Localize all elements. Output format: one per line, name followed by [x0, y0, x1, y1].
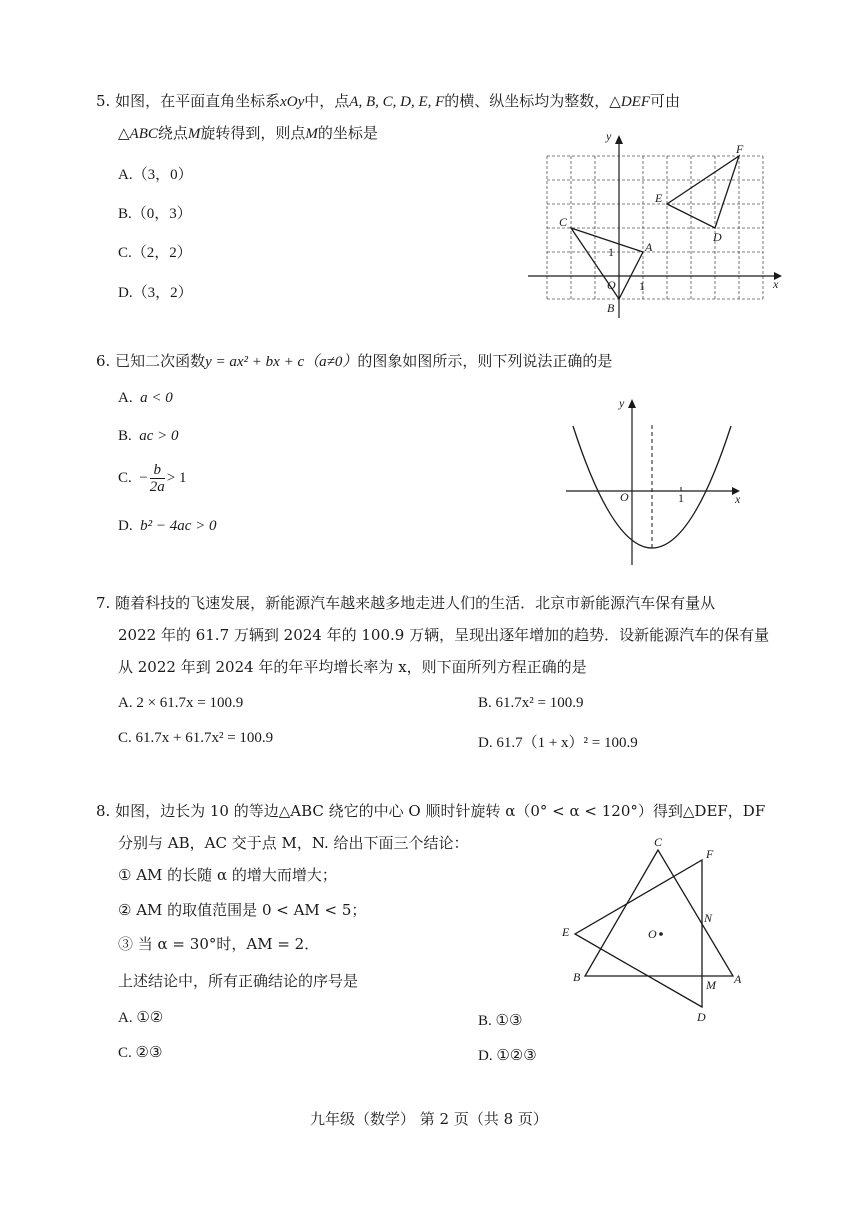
q6-fraction	[150, 462, 165, 495]
q5-coordinate-figure	[520, 128, 790, 328]
q5-text: 绕点	[157, 124, 188, 142]
q8-point-b: B	[573, 970, 581, 984]
q5-text: 的横、纵坐标均为整数，△	[444, 92, 621, 110]
q8-rotated-triangles-figure	[555, 832, 755, 1027]
q5-text: △	[118, 124, 130, 142]
q5-text: 的坐标是	[317, 124, 378, 142]
q6-text: 的图象如图所示，则下列说法正确的是	[357, 352, 613, 370]
q5-y-axis-label: y	[606, 129, 612, 143]
q7-text: 随着科技的飞速发展，新能源汽车越来越多地走进人们的生活．北京市新能源汽车保有量从	[115, 594, 716, 612]
q6-stem	[96, 350, 612, 373]
q5-m: M	[187, 126, 201, 142]
q5-text: 中，点	[304, 92, 350, 110]
q6-option-expr: > 1	[166, 470, 187, 486]
q7-stem-line2: 2022 年的 61.7 万辆到 2024 年的 100.9 万辆，呈现出逐年增加的趋势．设新能源汽车的保有量	[118, 626, 770, 644]
q8-point-m: M	[706, 978, 716, 992]
q5-m: M	[305, 126, 318, 142]
q8-center-dot	[659, 932, 663, 936]
q8-point-a: A	[734, 972, 742, 986]
q8-number: 8.	[96, 802, 111, 820]
q6-option-d[interactable]	[118, 518, 217, 535]
q6-option-letter: A.	[118, 390, 133, 406]
q8-conclusion-3: ③ 当 α = 30°时，AM = 2．	[118, 935, 320, 953]
q7-stem-line1	[96, 592, 715, 614]
q6-fraction-numerator: b	[150, 462, 165, 479]
q6-unit-label: 1	[678, 491, 684, 505]
q5-option-d[interactable]: D.（3，2）	[118, 285, 193, 301]
q7-number: 7.	[96, 594, 111, 612]
q5-point-d: D	[713, 230, 722, 244]
q5-origin-label: O	[607, 278, 616, 292]
q6-option-expr: b² − 4ac > 0	[140, 518, 217, 534]
q7-option-a[interactable]: A. 2 × 61.7x = 100.9	[118, 695, 244, 711]
q6-number: 6.	[96, 352, 111, 370]
page-footer: 九年级（数学） 第 2 页（共 8 页）	[310, 1110, 548, 1128]
q8-point-c: C	[654, 835, 663, 849]
q5-text: 可由	[650, 92, 681, 110]
q5-unit-x-label: 1	[639, 279, 645, 293]
q5-option-c[interactable]: C.（2，2）	[118, 245, 192, 261]
q8-conclusion-1: ① AM 的长随 α 的增大而增大；	[118, 866, 337, 884]
q6-formula: y = ax² + bx + c（a≠0）	[205, 354, 358, 370]
q8-option-c[interactable]: C. ②③	[118, 1045, 163, 1061]
q6-x-axis-label: x	[735, 492, 741, 506]
q6-option-c[interactable]	[118, 462, 186, 495]
q5-option-b[interactable]: B.（0，3）	[118, 206, 192, 222]
q5-stem-line2	[118, 122, 378, 145]
q6-option-letter: B.	[118, 428, 132, 444]
q6-option-b[interactable]	[118, 428, 179, 445]
q5-point-b: B	[607, 301, 615, 315]
q6-text: 已知二次函数	[115, 352, 206, 370]
q8-point-o: O	[648, 927, 657, 941]
q7-option-c[interactable]: C. 61.7x + 61.7x² = 100.9	[118, 730, 274, 746]
q8-stem-line1	[96, 800, 765, 822]
q5-stem-line1	[96, 90, 680, 113]
q6-option-letter: C.	[118, 470, 132, 486]
q6-option-letter: D.	[118, 518, 133, 534]
q7-option-b[interactable]: B. 61.7x² = 100.9	[478, 695, 584, 711]
q5-unit-y-label: 1	[608, 245, 614, 259]
q5-option-a[interactable]: A.（3，0）	[118, 167, 193, 183]
q8-option-a[interactable]: A. ①②	[118, 1010, 164, 1026]
q6-option-a[interactable]	[118, 390, 173, 407]
q8-option-d[interactable]: D. ①②③	[478, 1048, 537, 1064]
q5-point-c: C	[559, 215, 568, 229]
q6-parabola-figure	[555, 392, 755, 572]
q5-def: DEF	[620, 94, 650, 110]
q6-origin-label: O	[620, 490, 629, 504]
q8-option-b[interactable]: B. ①③	[478, 1013, 523, 1029]
q5-x-axis-label: x	[773, 277, 779, 291]
q6-minus-sign: −	[139, 470, 148, 486]
q8-point-n: N	[704, 911, 713, 925]
q5-points: A, B, C, D, E, F	[349, 94, 445, 110]
q8-text: 如图，边长为 10 的等边△ABC 绕它的中心 O 顺时针旋转 α（0° < α < 120°）得到△DEF，DF	[115, 802, 766, 820]
q8-point-d: D	[697, 1010, 706, 1024]
q5-point-e: E	[655, 191, 663, 205]
q6-parabola-curve	[573, 426, 731, 548]
q8-conclusion-2: ② AM 的取值范围是 0 < AM < 5；	[118, 901, 367, 919]
q5-triangle-def	[667, 156, 739, 228]
q6-y-axis-label: y	[619, 396, 625, 410]
q5-grid	[547, 156, 763, 299]
q5-point-a: A	[645, 240, 653, 254]
q5-text: 旋转得到，则点	[200, 124, 306, 142]
q8-question-line: 上述结论中，所有正确结论的序号是	[118, 972, 359, 990]
q8-point-e: E	[562, 925, 570, 939]
q8-triangle-def	[575, 860, 702, 1007]
q7-stem-line3: 从 2022 年到 2024 年的年平均增长率为 x，则下面所列方程正确的是	[118, 658, 587, 676]
q8-stem-line2: 分别与 AB，AC 交于点 M，N. 给出下面三个结论：	[118, 834, 469, 852]
q5-point-f: F	[736, 142, 744, 156]
q6-option-expr: ac > 0	[139, 428, 179, 444]
q5-var: xOy	[280, 94, 305, 110]
q5-abc: ABC	[129, 126, 158, 142]
q6-option-expr: a < 0	[140, 390, 173, 406]
q6-axes	[566, 399, 740, 565]
q8-point-f: F	[706, 847, 714, 861]
q7-option-d[interactable]: D. 61.7（1 + x）² = 100.9	[478, 735, 638, 751]
q6-fraction-denominator: 2a	[149, 479, 165, 495]
q5-number: 5.	[96, 92, 111, 110]
q5-text: 如图，在平面直角坐标系	[115, 92, 281, 110]
